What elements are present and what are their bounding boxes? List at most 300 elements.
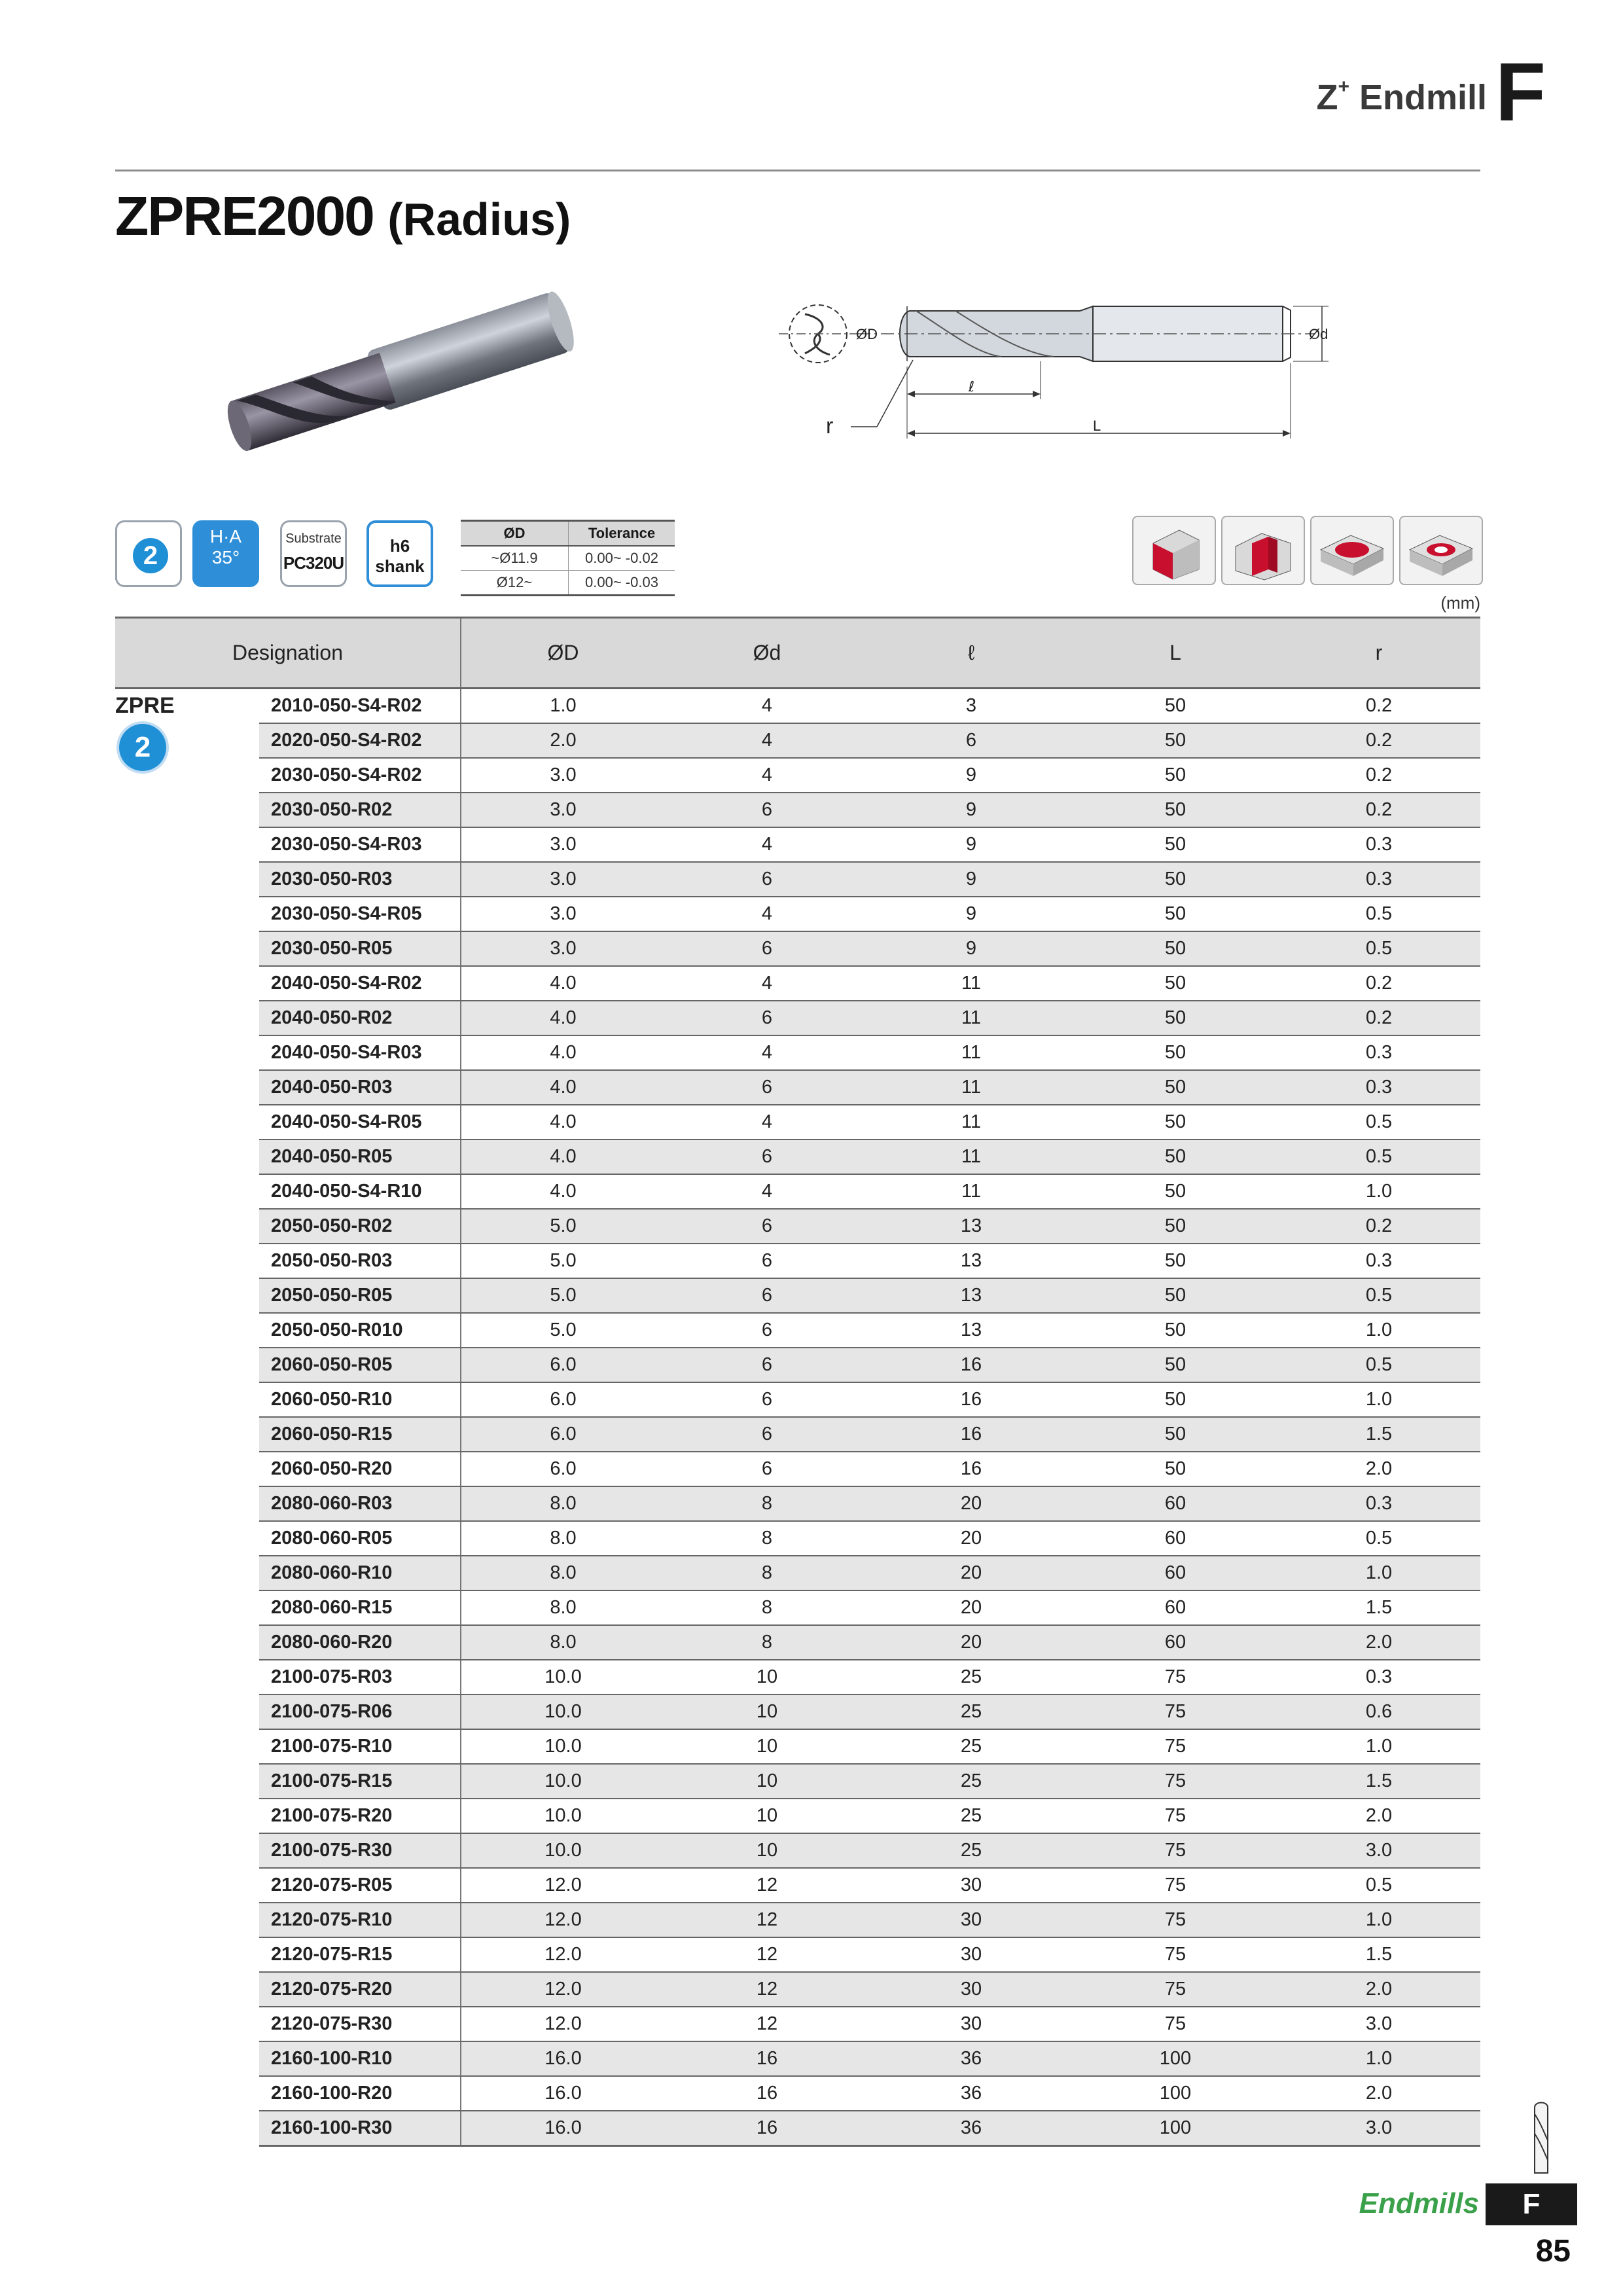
radius-cell: 0.3 [1277, 1070, 1480, 1105]
table-row [115, 1972, 1480, 2007]
length-cell: 50 [1073, 1174, 1277, 1209]
designation-code: 2080-060-R03 [259, 1486, 461, 1521]
radius-cell: 1.5 [1277, 1937, 1480, 1972]
radius-cell: 2.0 [1277, 2076, 1480, 2111]
length-cell: 60 [1073, 1521, 1277, 1556]
flute-length-cell: 30 [869, 2007, 1073, 2041]
length-cell: 75 [1073, 1729, 1277, 1764]
length-cell: 50 [1073, 1105, 1277, 1139]
table-row [115, 758, 1480, 793]
flute-length-cell: 16 [869, 1417, 1073, 1452]
shank-d-cell: 16 [665, 2111, 869, 2146]
radius-cell: 0.3 [1277, 827, 1480, 862]
flute-length-cell: 11 [869, 1139, 1073, 1174]
shank-d-cell: 6 [665, 1244, 869, 1278]
header-length: L [1073, 618, 1277, 689]
table-row [115, 1313, 1480, 1348]
flute-count-badge: 2 [133, 538, 168, 573]
length-cell: 75 [1073, 1903, 1277, 1937]
flute-length-cell: 20 [869, 1590, 1073, 1625]
radius-cell: 1.0 [1277, 1174, 1480, 1209]
flute-length-cell: 6 [869, 723, 1073, 758]
length-cell: 75 [1073, 1833, 1277, 1868]
od-cell: 6.0 [461, 1348, 665, 1382]
shank-d-cell: 10 [665, 1729, 869, 1764]
designation-code: 2060-050-R20 [259, 1452, 461, 1486]
od-cell: 16.0 [461, 2041, 665, 2076]
table-row [115, 1209, 1480, 1244]
designation-code: 2120-075-R05 [259, 1868, 461, 1903]
flute-length-cell: 11 [869, 1001, 1073, 1035]
length-cell: 75 [1073, 1660, 1277, 1695]
table-row [115, 1729, 1480, 1764]
flute-length-cell: 25 [869, 1799, 1073, 1833]
tolerance-value: 0.00~ -0.03 [569, 571, 675, 596]
od-cell: 8.0 [461, 1486, 665, 1521]
radius-cell: 2.0 [1277, 1799, 1480, 1833]
unit-label: (mm) [1440, 593, 1480, 613]
designation-code: 2040-050-R02 [259, 1001, 461, 1035]
od-cell: 6.0 [461, 1452, 665, 1486]
flute-length-cell: 9 [869, 897, 1073, 931]
flute-length-cell: 25 [869, 1833, 1073, 1868]
radius-cell: 0.2 [1277, 689, 1480, 724]
radius-cell: 0.3 [1277, 1486, 1480, 1521]
radius-cell: 1.5 [1277, 1764, 1480, 1799]
od-cell: 6.0 [461, 1417, 665, 1452]
page-number: 85 [1535, 2234, 1571, 2269]
od-cell: 3.0 [461, 827, 665, 862]
od-cell: 10.0 [461, 1764, 665, 1799]
designation-code: 2100-075-R30 [259, 1833, 461, 1868]
od-cell: 8.0 [461, 1625, 665, 1660]
helix-angle-icon [192, 520, 259, 587]
radius-cell: 0.5 [1277, 897, 1480, 931]
length-cell: 50 [1073, 1382, 1277, 1417]
label-radius: r [826, 414, 834, 439]
od-cell: 10.0 [461, 1729, 665, 1764]
shank-d-cell: 4 [665, 897, 869, 931]
radius-cell: 3.0 [1277, 1833, 1480, 1868]
title-sub: (Radius) [387, 194, 571, 245]
radius-cell: 0.5 [1277, 1868, 1480, 1903]
radius-cell: 2.0 [1277, 1452, 1480, 1486]
tolerance-header-od: ØD [461, 521, 569, 547]
flute-length-cell: 30 [869, 1937, 1073, 1972]
od-cell: 12.0 [461, 1868, 665, 1903]
length-cell: 50 [1073, 862, 1277, 897]
length-cell: 50 [1073, 1452, 1277, 1486]
flute-length-cell: 13 [869, 1244, 1073, 1278]
length-cell: 75 [1073, 1799, 1277, 1833]
shank-d-cell: 16 [665, 2076, 869, 2111]
length-cell: 50 [1073, 897, 1277, 931]
length-cell: 100 [1073, 2076, 1277, 2111]
od-cell: 10.0 [461, 1695, 665, 1729]
shank-d-cell: 10 [665, 1695, 869, 1729]
radius-cell: 0.5 [1277, 1278, 1480, 1313]
flute-length-cell: 25 [869, 1695, 1073, 1729]
table-row [115, 1244, 1480, 1278]
shank-d-cell: 4 [665, 689, 869, 724]
table-row [115, 1660, 1480, 1695]
brand-sup: + [1338, 76, 1349, 98]
shank-d-cell: 8 [665, 1590, 869, 1625]
label-shank-d: Ød [1309, 326, 1329, 342]
length-cell: 50 [1073, 758, 1277, 793]
flute-length-cell: 13 [869, 1209, 1073, 1244]
table-row [115, 827, 1480, 862]
radius-cell: 0.6 [1277, 1695, 1480, 1729]
table-row [115, 1799, 1480, 1833]
table-row [115, 1937, 1480, 1972]
od-cell: 4.0 [461, 1174, 665, 1209]
table-row [115, 966, 1480, 1001]
table-row [115, 2007, 1480, 2041]
shank-d-cell: 6 [665, 1348, 869, 1382]
designation-code: 2100-075-R15 [259, 1764, 461, 1799]
radius-cell: 0.5 [1277, 1105, 1480, 1139]
designation-code: 2060-050-R05 [259, 1348, 461, 1382]
radius-cell: 2.0 [1277, 1625, 1480, 1660]
title-main: ZPRE2000 [115, 185, 374, 247]
shank-d-cell: 4 [665, 1174, 869, 1209]
table-row [115, 1001, 1480, 1035]
tolerance-row [461, 571, 675, 596]
radius-cell: 1.0 [1277, 2041, 1480, 2076]
radius-cell: 1.5 [1277, 1417, 1480, 1452]
substrate-value: PC320U [283, 553, 344, 573]
od-cell: 3.0 [461, 897, 665, 931]
length-cell: 50 [1073, 1035, 1277, 1070]
shank-d-cell: 4 [665, 1035, 869, 1070]
od-cell: 4.0 [461, 966, 665, 1001]
flute-length-cell: 36 [869, 2111, 1073, 2146]
shank-d-cell: 8 [665, 1486, 869, 1521]
table-row [115, 2111, 1480, 2146]
table-row [115, 1035, 1480, 1070]
table-row [115, 689, 1480, 724]
table-row [115, 1486, 1480, 1521]
tolerance-row [461, 546, 675, 571]
section-letter: F [1495, 46, 1546, 138]
flute-length-cell: 20 [869, 1486, 1073, 1521]
designation-code: 2100-075-R03 [259, 1660, 461, 1695]
flute-length-cell: 16 [869, 1452, 1073, 1486]
shank-d-cell: 12 [665, 2007, 869, 2041]
shank-d-cell: 10 [665, 1833, 869, 1868]
radius-cell: 0.3 [1277, 1660, 1480, 1695]
tolerance-range: Ø12~ [461, 571, 569, 596]
h6-shank-icon [366, 520, 433, 587]
table-row [115, 1417, 1480, 1452]
length-cell: 50 [1073, 1244, 1277, 1278]
shank-d-cell: 4 [665, 758, 869, 793]
table-row [115, 1070, 1480, 1105]
designation-code: 2030-050-S4-R02 [259, 758, 461, 793]
table-row [115, 1139, 1480, 1174]
shank-d-cell: 6 [665, 1209, 869, 1244]
flute-length-cell: 13 [869, 1313, 1073, 1348]
length-cell: 50 [1073, 1417, 1277, 1452]
radius-cell: 1.0 [1277, 1729, 1480, 1764]
flute-length-cell: 11 [869, 966, 1073, 1001]
designation-code: 2020-050-S4-R02 [259, 723, 461, 758]
header-shank-d: Ød [665, 618, 869, 689]
od-cell: 8.0 [461, 1590, 665, 1625]
shank-d-cell: 4 [665, 966, 869, 1001]
length-cell: 100 [1073, 2111, 1277, 2146]
table-row [115, 1764, 1480, 1799]
od-cell: 2.0 [461, 723, 665, 758]
flute-count-icon [115, 520, 182, 587]
od-cell: 12.0 [461, 1903, 665, 1937]
flute-length-cell: 30 [869, 1868, 1073, 1903]
designation-code: 2060-050-R15 [259, 1417, 461, 1452]
shank-d-cell: 10 [665, 1799, 869, 1833]
length-cell: 50 [1073, 1139, 1277, 1174]
table-row [115, 862, 1480, 897]
tolerance-range: ~Ø11.9 [461, 546, 569, 571]
length-cell: 50 [1073, 689, 1277, 724]
shank-d-cell: 4 [665, 723, 869, 758]
shank-d-cell: 6 [665, 1452, 869, 1486]
length-cell: 60 [1073, 1590, 1277, 1625]
shank-d-cell: 12 [665, 1972, 869, 2007]
designation-code: 2060-050-R10 [259, 1382, 461, 1417]
designation-code: 2030-050-R02 [259, 793, 461, 827]
header-od: ØD [461, 618, 665, 689]
shank-d-cell: 6 [665, 1278, 869, 1313]
brand-rest: Endmill [1349, 78, 1487, 117]
tolerance-value: 0.00~ -0.02 [569, 546, 675, 571]
tolerance-header-row [461, 521, 675, 547]
designation-code: 2010-050-S4-R02 [259, 689, 461, 724]
flute-length-cell: 30 [869, 1972, 1073, 2007]
od-cell: 3.0 [461, 931, 665, 966]
shank-d-cell: 8 [665, 1556, 869, 1590]
series-name: ZPRE [115, 693, 175, 718]
specification-table [115, 617, 1480, 2147]
length-cell: 50 [1073, 1001, 1277, 1035]
length-cell: 50 [1073, 1278, 1277, 1313]
table-header-row [115, 618, 1480, 689]
od-cell: 10.0 [461, 1799, 665, 1833]
radius-cell: 0.5 [1277, 931, 1480, 966]
flute-length-cell: 9 [869, 862, 1073, 897]
radius-cell: 0.5 [1277, 1348, 1480, 1382]
table-row [115, 931, 1480, 966]
radius-cell: 0.5 [1277, 1139, 1480, 1174]
length-cell: 50 [1073, 931, 1277, 966]
table-row [115, 2041, 1480, 2076]
radius-cell: 0.3 [1277, 862, 1480, 897]
flute-length-cell: 11 [869, 1035, 1073, 1070]
designation-code: 2160-100-R10 [259, 2041, 461, 2076]
table-row [115, 1695, 1480, 1729]
length-cell: 75 [1073, 1695, 1277, 1729]
od-cell: 3.0 [461, 862, 665, 897]
flute-length-cell: 11 [869, 1070, 1073, 1105]
flute-length-cell: 16 [869, 1382, 1073, 1417]
footer-section-tab: F [1486, 2183, 1577, 2225]
flute-length-cell: 25 [869, 1729, 1073, 1764]
series-flute-badge: 2 [119, 724, 166, 771]
shank-d-cell: 6 [665, 1382, 869, 1417]
shank-d-cell: 6 [665, 793, 869, 827]
flute-length-cell: 13 [869, 1278, 1073, 1313]
length-cell: 75 [1073, 2007, 1277, 2041]
shank-d-cell: 10 [665, 1660, 869, 1695]
length-cell: 75 [1073, 1868, 1277, 1903]
helix-label: H·A [209, 526, 242, 547]
designation-code: 2040-050-S4-R05 [259, 1105, 461, 1139]
od-cell: 4.0 [461, 1139, 665, 1174]
tolerance-header-tol: Tolerance [569, 521, 675, 547]
flute-length-cell: 9 [869, 931, 1073, 966]
label-flute-length: ℓ [969, 379, 975, 395]
flute-length-cell: 30 [869, 1903, 1073, 1937]
radius-cell: 0.2 [1277, 1209, 1480, 1244]
length-cell: 75 [1073, 1972, 1277, 2007]
flute-length-cell: 25 [869, 1764, 1073, 1799]
flute-length-cell: 20 [869, 1556, 1073, 1590]
length-cell: 75 [1073, 1937, 1277, 1972]
page-title [115, 185, 571, 248]
table-row [115, 897, 1480, 931]
table-row [115, 1833, 1480, 1868]
flute-length-cell: 25 [869, 1660, 1073, 1695]
table-row [115, 1625, 1480, 1660]
shank-d-cell: 8 [665, 1521, 869, 1556]
designation-code: 2100-075-R10 [259, 1729, 461, 1764]
radius-cell: 0.3 [1277, 1244, 1480, 1278]
designation-code: 2050-050-R03 [259, 1244, 461, 1278]
flute-length-cell: 9 [869, 758, 1073, 793]
table-row [115, 1521, 1480, 1556]
flute-length-cell: 11 [869, 1105, 1073, 1139]
designation-code: 2040-050-S4-R02 [259, 966, 461, 1001]
length-cell: 50 [1073, 1313, 1277, 1348]
flute-length-cell: 11 [869, 1174, 1073, 1209]
ball-endmill-icon [1525, 2101, 1558, 2179]
designation-code: 2030-050-R05 [259, 931, 461, 966]
series-cell [115, 689, 259, 2146]
shank-d-cell: 6 [665, 1139, 869, 1174]
flute-length-cell: 9 [869, 827, 1073, 862]
length-cell: 60 [1073, 1556, 1277, 1590]
slotting-icon [1221, 516, 1305, 585]
table-row [115, 1903, 1480, 1937]
table-row [115, 1348, 1480, 1382]
radius-cell: 1.0 [1277, 1556, 1480, 1590]
od-cell: 4.0 [461, 1105, 665, 1139]
table-row [115, 1278, 1480, 1313]
radius-cell: 2.0 [1277, 1972, 1480, 2007]
od-cell: 10.0 [461, 1660, 665, 1695]
shank-d-cell: 12 [665, 1868, 869, 1903]
flute-length-cell: 36 [869, 2041, 1073, 2076]
header-divider [115, 170, 1480, 171]
shank-d-cell: 6 [665, 1070, 869, 1105]
shank-d-cell: 10 [665, 1764, 869, 1799]
od-cell: 4.0 [461, 1001, 665, 1035]
shoulder-milling-icon [1132, 516, 1216, 585]
od-cell: 1.0 [461, 689, 665, 724]
od-cell: 10.0 [461, 1833, 665, 1868]
od-cell: 8.0 [461, 1556, 665, 1590]
designation-code: 2160-100-R30 [259, 2111, 461, 2146]
shank-d-cell: 12 [665, 1937, 869, 1972]
radius-cell: 1.0 [1277, 1903, 1480, 1937]
od-cell: 3.0 [461, 758, 665, 793]
shank-d-cell: 12 [665, 1903, 869, 1937]
shank-d-cell: 6 [665, 1313, 869, 1348]
endmill-technical-drawing [779, 255, 1355, 452]
radius-cell: 0.2 [1277, 723, 1480, 758]
flute-length-cell: 16 [869, 1348, 1073, 1382]
substrate-icon [280, 520, 347, 587]
profile-3d-icon [1399, 516, 1483, 585]
designation-code: 2100-075-R06 [259, 1695, 461, 1729]
designation-code: 2120-075-R20 [259, 1972, 461, 2007]
shank-d-cell: 6 [665, 1001, 869, 1035]
radius-cell: 0.3 [1277, 1035, 1480, 1070]
substrate-label: Substrate [285, 531, 342, 546]
designation-code: 2040-050-R05 [259, 1139, 461, 1174]
radius-cell: 1.5 [1277, 1590, 1480, 1625]
od-cell: 16.0 [461, 2111, 665, 2146]
shank-d-cell: 6 [665, 1417, 869, 1452]
radius-cell: 0.2 [1277, 758, 1480, 793]
length-cell: 50 [1073, 1348, 1277, 1382]
od-cell: 5.0 [461, 1278, 665, 1313]
header-radius: r [1277, 618, 1480, 689]
radius-cell: 0.2 [1277, 793, 1480, 827]
radius-cell: 3.0 [1277, 2111, 1480, 2146]
designation-code: 2080-060-R05 [259, 1521, 461, 1556]
od-cell: 6.0 [461, 1382, 665, 1417]
brand-z: Z [1316, 78, 1338, 117]
length-cell: 100 [1073, 2041, 1277, 2076]
designation-code: 2040-050-S4-R03 [259, 1035, 461, 1070]
length-cell: 50 [1073, 723, 1277, 758]
length-cell: 50 [1073, 1070, 1277, 1105]
pocket-milling-graphic [1311, 517, 1393, 584]
table-row [115, 1556, 1480, 1590]
radius-cell: 0.5 [1277, 1521, 1480, 1556]
table-row [115, 793, 1480, 827]
designation-code: 2080-060-R15 [259, 1590, 461, 1625]
shank-label: shank [375, 556, 425, 576]
designation-code: 2040-050-S4-R10 [259, 1174, 461, 1209]
radius-cell: 0.2 [1277, 1001, 1480, 1035]
radius-cell: 3.0 [1277, 2007, 1480, 2041]
od-cell: 12.0 [461, 1972, 665, 2007]
designation-code: 2080-060-R10 [259, 1556, 461, 1590]
length-cell: 50 [1073, 793, 1277, 827]
od-cell: 12.0 [461, 2007, 665, 2041]
designation-code: 2040-050-R03 [259, 1070, 461, 1105]
table-row [115, 1868, 1480, 1903]
od-cell: 5.0 [461, 1313, 665, 1348]
shank-d-cell: 4 [665, 1105, 869, 1139]
header-designation: Designation [115, 618, 461, 689]
table-row [115, 1590, 1480, 1625]
tolerance-table [461, 520, 675, 596]
footer-section-label: Endmills [1359, 2187, 1479, 2219]
designation-code: 2120-075-R10 [259, 1903, 461, 1937]
